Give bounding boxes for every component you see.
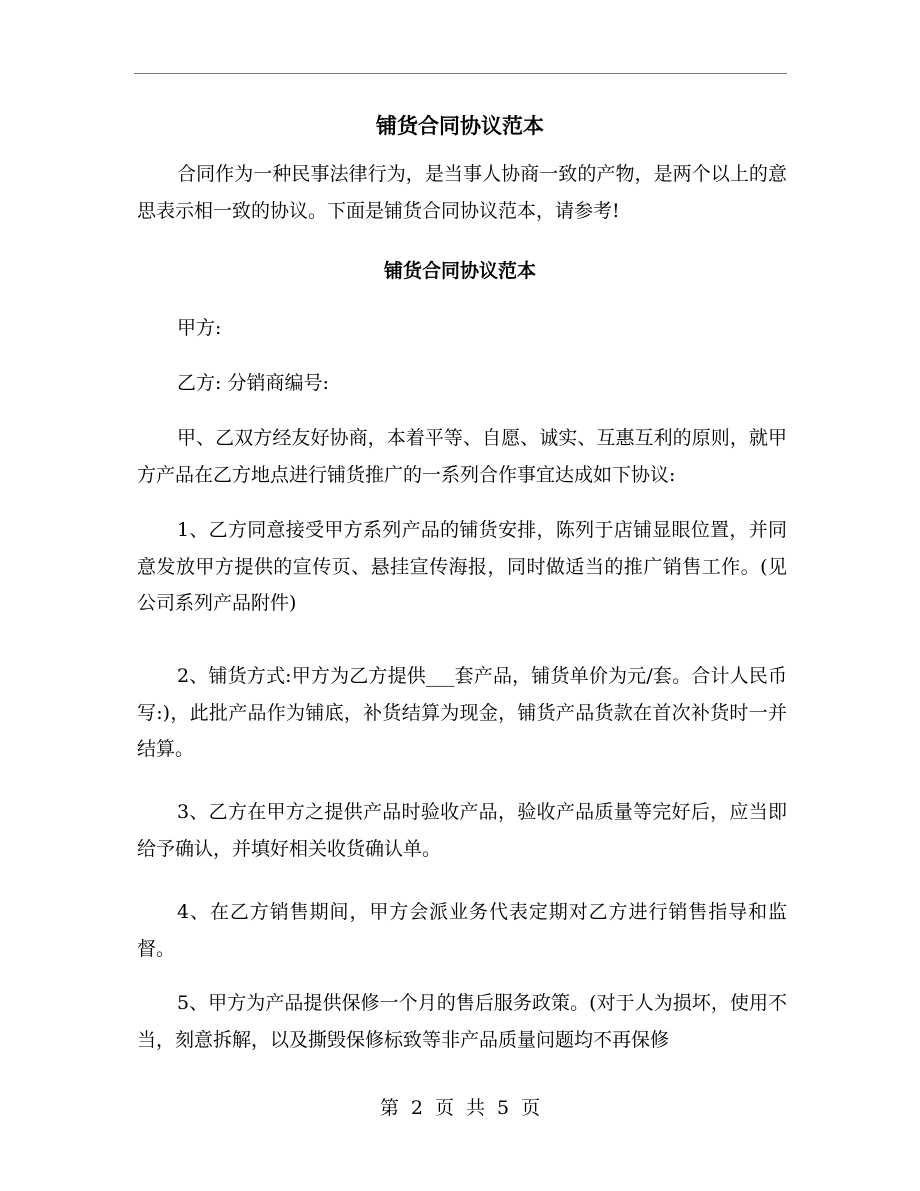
clause-3: 3、乙方在甲方之提供产品时验收产品，验收产品质量等完好后，应当即给予确认，并填好相关收货确认单。 [137, 801, 787, 860]
clause-2: 2、铺货方式:甲方为乙方提供___套产品，铺货单价为元/套。合计人民币写:)，此批产品作为铺底，补货结算为现金，铺货产品货款在首次补货时一并结算。 [137, 665, 787, 760]
clause-1: 1、乙方同意接受甲方系列产品的铺货安排，陈列于店铺显眼位置，并同意发放甲方提供的宣传页、悬挂宣传海报，同时做适当的推广销售工作。(见公司系列产品附件) [137, 519, 787, 614]
page-number: 第 2 页 共 5 页 [379, 1097, 541, 1119]
clause-4: 4、在乙方销售期间，甲方会派业务代表定期对乙方进行销售指导和监督。 [137, 901, 787, 960]
clause-5: 5、甲方为产品提供保修一个月的售后服务政策。(对于人为损坏，使用不当，刻意拆解，以及撕毁保修标致等非产品质量问题均不再保修 [137, 992, 787, 1051]
document-title: 铺货合同协议范本 [376, 113, 544, 138]
party-b-line: 乙方: 分销商编号: [177, 372, 329, 394]
preamble-paragraph: 甲、乙双方经友好协商，本着平等、自愿、诚实、互惠互利的原则，就甲方产品在乙方地点进行铺货推广的一系列合作事宜达成如下协议: [137, 427, 787, 486]
section-title: 铺货合同协议范本 [383, 260, 536, 282]
party-a-line: 甲方: [177, 317, 222, 339]
intro-paragraph: 合同作为一种民事法律行为，是当事人协商一致的产物，是两个以上的意思表示相一致的协议。下面是铺货合同协议范本，请参考! [137, 163, 787, 222]
header-rule [134, 73, 787, 74]
